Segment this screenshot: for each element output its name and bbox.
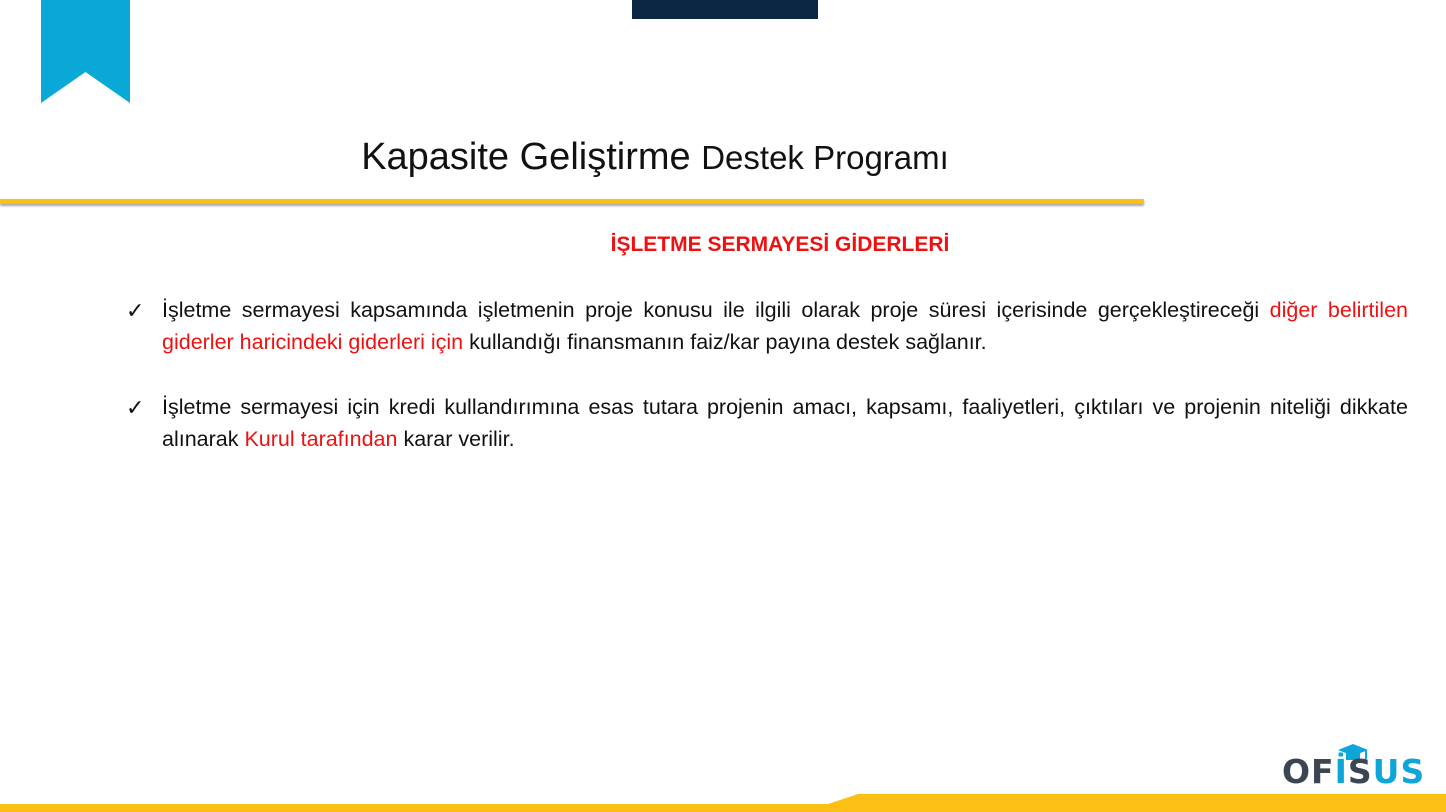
logo-wordmark [1282, 752, 1425, 791]
bullet-text-start: İşletme sermayesi kapsamında işletmenin proje konusu ile ilgili olarak proje süresi içerisinde gerçekleştireceği [162, 298, 1270, 322]
top-tab-decoration [632, 0, 818, 19]
title-divider [0, 199, 1144, 204]
bullet-text [162, 294, 1408, 358]
bullet-item [126, 294, 1408, 358]
logo-part-s: S [1347, 752, 1373, 791]
bullet-text-start: İşletme sermayesi için kredi kullandırımına esas tutara projenin amacı, kapsamı, faaliyetleri, çıktıları ve projenin niteliği dikkate alınarak [162, 395, 1408, 451]
logo-part-us: US [1372, 752, 1426, 791]
bullet-text-end: kullandığı finansmanın faiz/kar payına destek sağlanır. [463, 330, 987, 354]
footer-band [0, 794, 1446, 812]
checkmark-icon: ✓ [126, 395, 145, 420]
slide-title-part2: Destek Programı [701, 139, 949, 176]
ofisus-logo [1282, 744, 1424, 792]
bullet-text-end: karar verilir. [397, 427, 515, 451]
bullet-highlight: Kurul tarafından [244, 427, 398, 451]
bullet-item [126, 391, 1408, 455]
slide-title [0, 136, 1310, 179]
bullet-highlight: diğer belirtilen giderler haricindeki giderleri için [162, 298, 1409, 354]
checkmark-icon: ✓ [126, 298, 145, 323]
logo-part-of: OF [1282, 752, 1335, 791]
bookmark-ribbon-icon [41, 0, 130, 103]
slide-title-part1: Kapasite Geliştirme [361, 136, 691, 178]
bullet-text [162, 391, 1408, 455]
logo-part-i: İ [1334, 752, 1348, 791]
section-heading: İŞLETME SERMAYESİ GİDERLERİ [610, 233, 950, 256]
bullet-list [126, 294, 1408, 488]
